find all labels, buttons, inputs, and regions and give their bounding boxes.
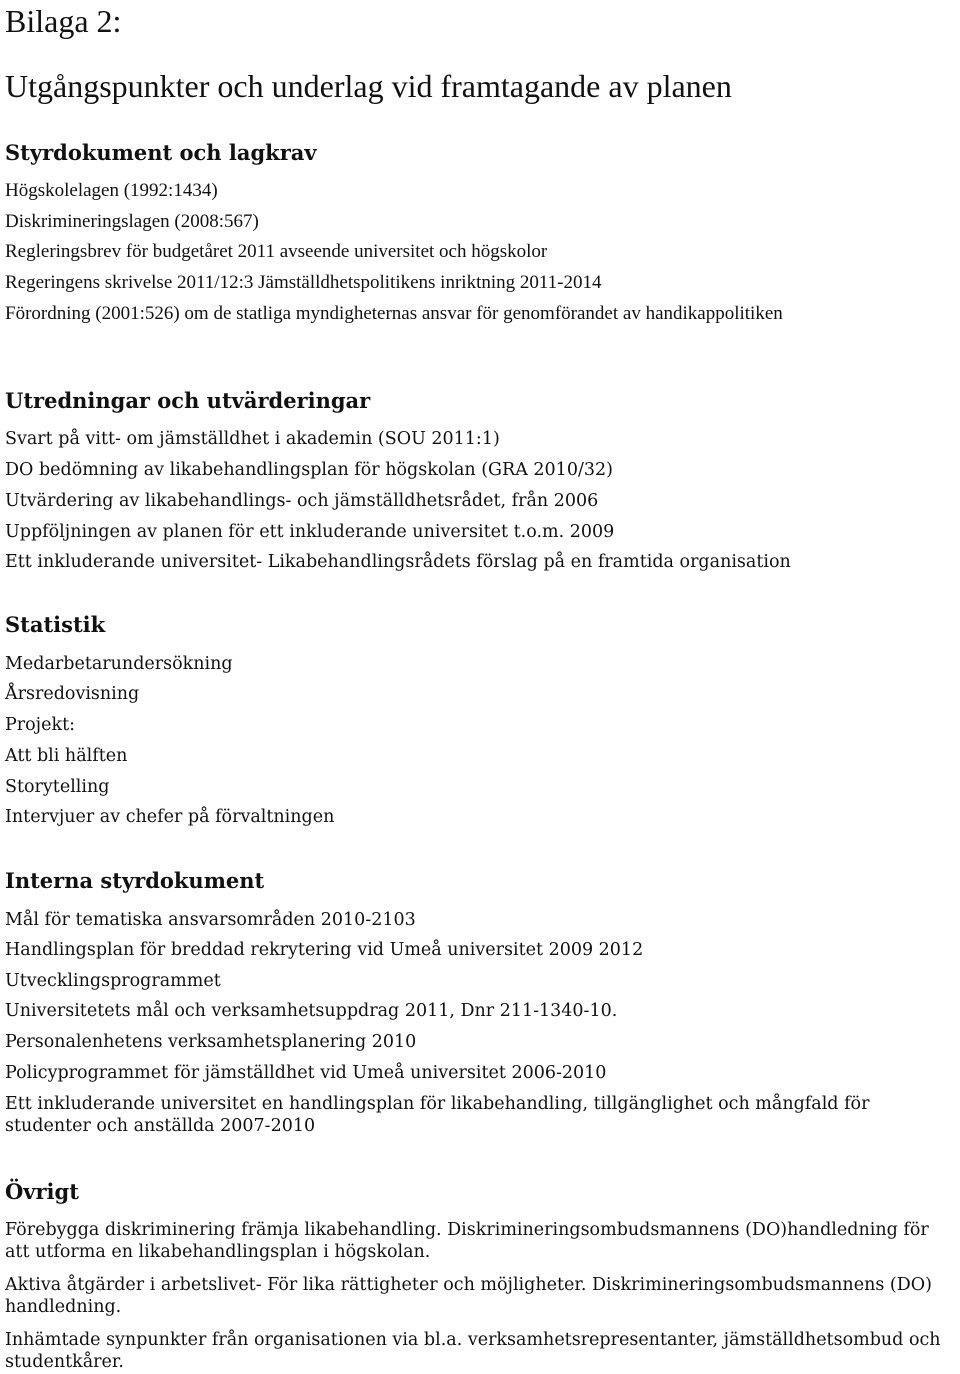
page-title: Utgångspunkter och underlag vid framtagande av planen	[5, 68, 732, 104]
list-item: Regleringsbrev för budgetåret 2011 avseende universitet och högskolor	[5, 241, 548, 262]
list-item: Mål för tematiska ansvarsområden 2010-2103	[5, 910, 416, 930]
section-heading-interna: Interna styrdokument	[5, 868, 265, 893]
list-item: Förebygga diskriminering främja likabehandling. Diskrimineringsombudsmannens (DO)handledning för att utforma en likabehandlingsplan i högskolan.	[5, 1220, 929, 1262]
list-item: Utvecklingsprogrammet	[5, 971, 221, 991]
list-item: Förordning (2001:526) om de statliga myndigheternas ansvar för genomförandet av handikappolitiken	[5, 303, 783, 324]
appendix-label: Bilaga 2:	[5, 3, 122, 39]
list-item: Ett inkluderande universitet- Likabehandlingsrådets förslag på en framtida organisation	[5, 552, 791, 572]
list-item: Policyprogrammet för jämställdhet vid Umeå universitet 2006-2010	[5, 1063, 607, 1083]
list-item: Uppföljningen av planen för ett inkluderande universitet t.o.m. 2009	[5, 522, 615, 542]
list-item: Att bli hälften	[5, 746, 128, 766]
section-heading-ovrigt: Övrigt	[5, 1179, 79, 1204]
list-item: Inhämtade synpunkter från organisationen via bl.a. verksamhetsrepresentanter, jämställdhetsombud och studentkårer.	[5, 1330, 941, 1372]
list-item: Intervjuer av chefer på förvaltningen	[5, 807, 335, 827]
list-item: DO bedömning av likabehandlingsplan för högskolan (GRA 2010/32)	[5, 460, 613, 480]
section-heading-statistik: Statistik	[5, 612, 106, 637]
list-item: Högskolelagen (1992:1434)	[5, 180, 218, 201]
list-item: Regeringens skrivelse 2011/12:3 Jämställdhetspolitikens inriktning 2011-2014	[5, 272, 602, 293]
section-heading-utredningar: Utredningar och utvärderingar	[5, 388, 371, 413]
list-item: Universitetets mål och verksamhetsuppdrag 2011, Dnr 211-1340-10.	[5, 1001, 618, 1021]
list-item: Ett inkluderande universitet en handlingsplan för likabehandling, tillgänglighet och mångfald för studenter och anställda 2007-2010	[5, 1094, 870, 1136]
section-heading-styrdokument: Styrdokument och lagkrav	[5, 140, 317, 165]
list-item: Utvärdering av likabehandlings- och jämställdhetsrådet, från 2006	[5, 491, 599, 511]
list-item: Svart på vitt- om jämställdhet i akademin (SOU 2011:1)	[5, 429, 500, 449]
list-item: Aktiva åtgärder i arbetslivet- För lika rättigheter och möjligheter. Diskrimineringsombudsmannens (DO) handledning.	[5, 1275, 932, 1317]
list-item: Medarbetarundersökning	[5, 654, 233, 674]
list-item: Årsredovisning	[5, 684, 140, 704]
list-item: Diskrimineringslagen (2008:567)	[5, 211, 259, 232]
list-item: Handlingsplan för breddad rekrytering vid Umeå universitet 2009 2012	[5, 940, 644, 960]
list-item: Personalenhetens verksamhetsplanering 2010	[5, 1032, 417, 1052]
list-item: Storytelling	[5, 777, 110, 797]
list-item: Projekt:	[5, 715, 75, 735]
